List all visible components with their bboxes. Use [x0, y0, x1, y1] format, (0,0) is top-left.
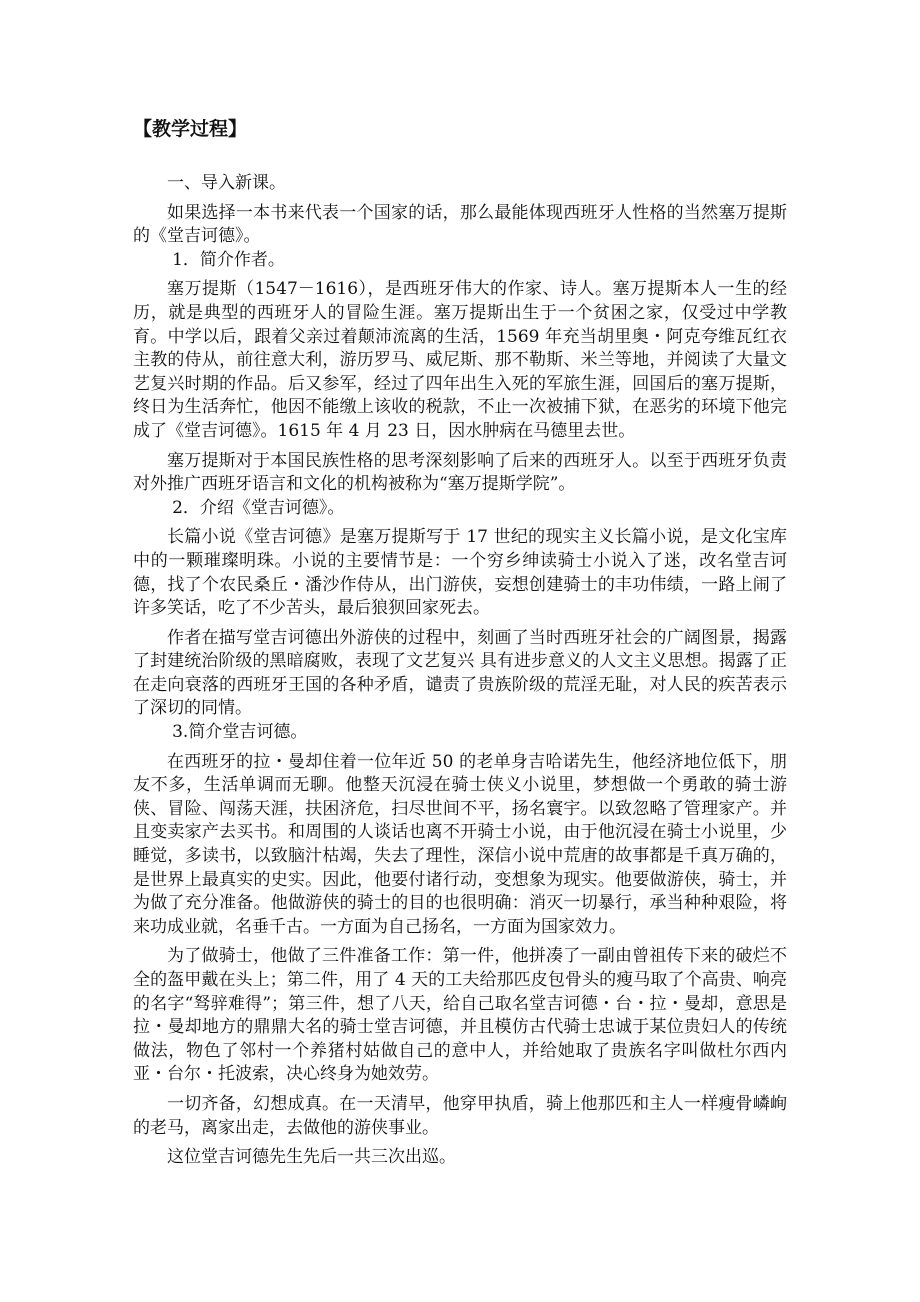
character-description-paragraph: 在西班牙的拉・曼却住着一位年近 50 的老单身吉哈诺先生，他经济地位低下，朋友不多，生活单调而无聊。他整天沉浸在骑士侠义小说里，梦想做一个勇敢的骑士游侠、冒险、闯荡天涯，扶困济危，扫尽世间不平，扬名寰宇。以致忽略了管理家产。并且变卖家产去买书。和周围的人谈话也离不开骑士小说，由于他沉浸在骑士小说里，少睡觉，多读书，以致脑汁枯竭，失去了理性，深信小说中荒唐的故事都是千真万确的，是世界上最真实的史实。因此，他要付诸行动，变想象为现实。他要做游侠，骑士，并为做了充分准备。他做游侠的骑士的目的也很明确：消灭一切暴行，承当种种艰险，将来功成业就，名垂千古。一方面为自己扬名，一方面为国家效力。 — [133, 751, 787, 937]
section-heading: 【教学过程】 — [133, 118, 248, 140]
departure-paragraph: 一切齐备，幻想成真。在一天清早，他穿甲执盾，骑上他那匹和主人一样瘦骨嶙峋的老马，离家出走，去做他的游侠事业。 — [133, 1093, 787, 1138]
section-author-title: 1．简介作者。 — [172, 249, 285, 270]
book-summary-paragraph: 长篇小说《堂吉诃德》是塞万提斯写于 17 世纪的现实主义长篇小说，是文化宝库中的一颗璀璨明珠。小说的主要情节是：一个穷乡绅读骑士小说入了迷，改名堂吉诃德，找了个农民桑丘・潘沙作侍从，出门游侠，妄想创建骑士的丰功伟绩，一路上闹了许多笑话，吃了不少苦头，最后狼狈回家死去。 — [133, 527, 787, 619]
author-bio-paragraph: 塞万提斯（1547－1616），是西班牙伟大的作家、诗人。塞万提斯本人一生的经历，就是典型的西班牙人的冒险生涯。塞万提斯出生于一个贫困之家，仅受过中学教育。中学以后，跟着父亲过着颠沛流离的生活，1569 年充当胡里奥・阿克夸维瓦红衣主教的侍从，前往意大利，游历罗马、威尼斯、那不勒斯、米兰等地，并阅读了大量文艺复兴时期的作品。后又参军，经过了四年出生入死的军旅生涯，回国后的塞万提斯，终日为生活奔忙，他因不能缴上该收的税款，不止一次被捕下狱，在恶劣的环境下他完成了《堂吉诃德》。1615 年 4 月 23 日，因水肿病在马德里去世。 — [133, 279, 787, 441]
intro-paragraph: 如果选择一本书来代表一个国家的话，那么最能体现西班牙人性格的当然塞万提斯的《堂吉诃德》。 — [133, 202, 787, 247]
journeys-paragraph: 这位堂吉诃德先生先后一共三次出巡。 — [167, 1147, 456, 1168]
author-influence-paragraph: 塞万提斯对于本国民族性格的思考深刻影响了后来的西班牙人。以至于西班牙负责对外推广西班牙语言和文化的机构被称为“塞万提斯学院”。 — [133, 450, 787, 495]
preparation-paragraph: 为了做骑士，他做了三件准备工作：第一件，他拼凑了一副由曾祖传下来的破烂不全的盔甲戴在头上；第二件，用了 4 天的工夫给那匹皮包骨头的瘦马取了个高贵、响亮的名字“驽骍难得”；第三件，想了八天，给自己取名堂吉诃德・台・拉・曼却，意思是拉・曼却地方的鼎鼎大名的骑士堂吉诃德，并且模仿古代骑士忠诚于某位贵妇人的传统做法，物色了邻村一个养猪村姑做自己的意中人，并给她取了贵族名字叫做杜尔西内亚・台尔・托波索，决心终身为她效劳。 — [133, 946, 787, 1085]
section-book-title: 2．介绍《堂吉诃德》。 — [172, 497, 345, 518]
book-theme-paragraph: 作者在描写堂吉诃德出外游侠的过程中，刻画了当时西班牙社会的广阔图景，揭露了封建统治阶级的黑暗腐败，表现了文艺复兴 具有进步意义的人文主义思想。揭露了正在走向衰落的西班牙王国的各种矛盾，谴责了贵族阶级的荒淫无耻，对人民的疾苦表示了深切的同情。 — [133, 627, 787, 719]
lesson-intro-title: 一、导入新课。 — [167, 173, 286, 193]
section-character-title: 3.简介堂吉诃德。 — [172, 722, 308, 743]
document-page — [133, 116, 787, 1170]
